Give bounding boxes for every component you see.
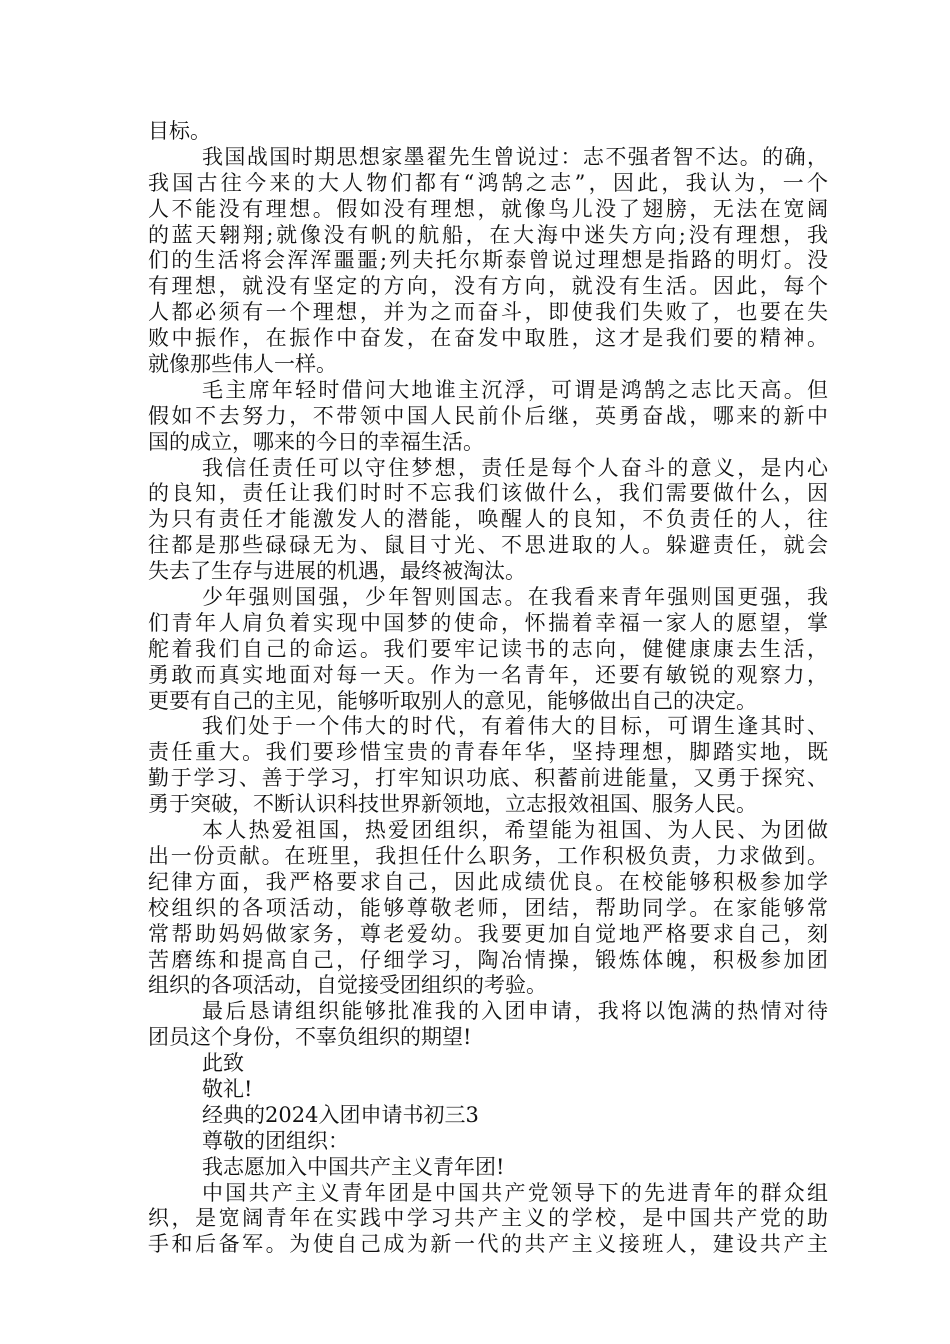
text-line: 毛主席年轻时借问大地谁主沉浮，可谓是鸿鹄之志比天高。但 <box>202 377 828 402</box>
text-line: 经典的2024入团申请书初三3 <box>202 1102 479 1127</box>
text-line: 我们处于一个伟大的时代，有着伟大的目标，可谓生逢其时、 <box>202 714 828 739</box>
text-line: 们青年人肩负着实现中国梦的使命，怀揣着幸福一家人的愿望，掌 <box>148 610 828 635</box>
text-line: 出一份贡献。在班里，我担任什么职务，工作积极负责，力求做到。 <box>148 843 828 868</box>
text-line: 我国战国时期思想家墨翟先生曾说过：志不强者智不达。的确， <box>202 144 828 169</box>
text-line: 手和后备军。为使自己成为新一代的共产主义接班人，建设共产主 <box>148 1232 828 1257</box>
text-line: 本人热爱祖国，热爱团组织，希望能为祖国、为人民、为团做 <box>202 818 828 843</box>
document-body-text <box>148 119 828 1258</box>
text-line: 此致 <box>202 1051 244 1076</box>
text-line: 就像那些伟人一样。 <box>148 352 337 377</box>
text-line: 国的成立，哪来的今日的幸福生活。 <box>148 429 484 454</box>
text-line: 我志愿加入中国共产主义青年团! <box>202 1154 505 1179</box>
text-line: 尊敬的团组织： <box>202 1128 349 1153</box>
text-line: 的蓝天翱翔;就像没有帆的航船，在大海中迷失方向;没有理想，我 <box>148 222 828 247</box>
text-line: 勇敢而真实地面对每一天。作为一名青年，还要有敏锐的观察力， <box>148 662 828 687</box>
text-line: 为只有责任才能激发人的潜能，唤醒人的良知，不负责任的人，往 <box>148 507 828 532</box>
text-line: 失去了生存与进展的机遇，最终被淘汰。 <box>148 559 526 584</box>
text-line: 责任重大。我们要珍惜宝贵的青春年华，坚持理想，脚踏实地，既 <box>148 740 828 765</box>
text-line: 常帮助妈妈做家务，尊老爱幼。我要更加自觉地严格要求自己，刻 <box>148 921 828 946</box>
text-line: 苦磨练和提高自己，仔细学习，陶冶情操，锻炼体魄，积极参加团 <box>148 947 828 972</box>
text-line: 织，是宽阔青年在实践中学习共产主义的学校，是中国共产党的助 <box>148 1206 828 1231</box>
text-line: 中国共产主义青年团是中国共产党领导下的先进青年的群众组 <box>202 1180 828 1205</box>
text-line: 纪律方面，我严格要求自己，因此成绩优良。在校能够积极参加学 <box>148 869 828 894</box>
text-line: 勇于突破，不断认识科技世界新领地，立志报效祖国、服务人民。 <box>148 792 757 817</box>
text-line: 的良知，责任让我们时时不忘我们该做什么，我们需要做什么，因 <box>148 481 828 506</box>
text-line: 少年强则国强，少年智则国志。在我看来青年强则国更强，我 <box>202 585 828 610</box>
text-line: 勤于学习、善于学习，打牢知识功底、积蓄前进能量，又勇于探究、 <box>148 766 828 791</box>
text-line: 往都是那些碌碌无为、鼠目寸光、不思进取的人。躲避责任，就会 <box>148 533 828 558</box>
text-line: 们的生活将会浑浑噩噩;列夫托尔斯泰曾说过理想是指路的明灯。没 <box>148 248 828 273</box>
text-line: 人不能没有理想。假如没有理想，就像鸟儿没了翅膀，无法在宽阔 <box>148 196 828 221</box>
text-line: 组织的各项活动，自觉接受团组织的考验。 <box>148 973 547 998</box>
text-line: 我国古往今来的大人物们都有“鸿鹄之志”，因此，我认为，一个 <box>148 170 828 195</box>
text-line: 目标。 <box>148 119 211 143</box>
text-line: 更要有自己的主见，能够听取别人的意见，能够做出自己的决定。 <box>148 688 757 713</box>
text-line: 败中振作，在振作中奋发，在奋发中取胜，这才是我们要的精神。 <box>148 326 828 351</box>
text-line: 最后恳请组织能够批准我的入团申请，我将以饱满的热情对待 <box>202 999 828 1024</box>
text-line: 舵着我们自己的命运。我们要牢记读书的志向，健健康康去生活， <box>148 636 828 661</box>
text-line: 有理想，就没有坚定的方向，没有方向，就没有生活。因此，每个 <box>148 274 828 299</box>
text-line: 团员这个身份，不辜负组织的期望! <box>148 1025 472 1050</box>
text-line: 敬礼! <box>202 1076 253 1101</box>
text-line: 我信任责任可以守住梦想，责任是每个人奋斗的意义，是内心 <box>202 455 828 480</box>
text-line: 校组织的各项活动，能够尊敬老师，团结，帮助同学。在家能够常 <box>148 895 828 920</box>
text-line: 假如不去努力，不带领中国人民前仆后继，英勇奋战，哪来的新中 <box>148 403 828 428</box>
text-line: 人都必须有一个理想，并为之而奋斗，即使我们失败了，也要在失 <box>148 300 828 325</box>
